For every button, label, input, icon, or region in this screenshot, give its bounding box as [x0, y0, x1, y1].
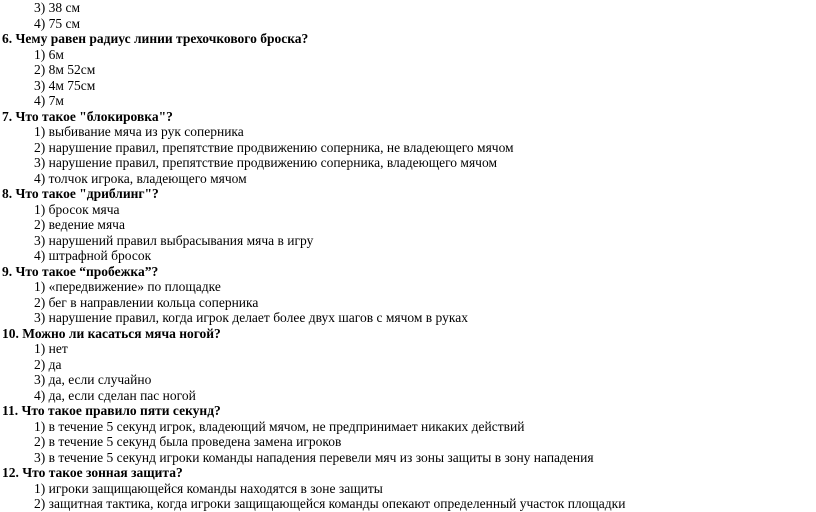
answer-option: 1) бросок мяча: [34, 201, 120, 217]
answer-option: 3) 4м 75см: [34, 77, 96, 93]
answer-option: 4) штрафной бросок: [34, 248, 152, 263]
answer-option: 4) да, если сделан пас ногой: [34, 387, 196, 403]
question-block: [0, 403, 816, 465]
answer-option: 2) в течение 5 секунд была проведена замена игроков: [34, 434, 342, 449]
answer-option: 3) да, если случайно: [34, 372, 152, 387]
question-title: 7. Что такое "блокировка"?: [2, 108, 173, 124]
answer-option: 4) 7м: [34, 93, 64, 108]
answer-option: 1) выбивание мяча из рук соперника: [34, 124, 244, 139]
answer-option: 4) 75 см: [34, 15, 81, 31]
question-title: 10. Можно ли касаться мяча ногой?: [2, 325, 221, 341]
question-block: [0, 31, 816, 109]
answer-option: 4) толчок игрока, владеющего мячом: [34, 170, 247, 186]
answer-option: 2) да: [34, 356, 62, 372]
answer-option: 2) бег в направлении кольца соперника: [34, 294, 259, 310]
answer-option: 1) нет: [34, 341, 68, 356]
answer-option: 2) защитная тактика, когда игроки защищающейся команды опекают определенный участок площадки: [34, 496, 626, 511]
question-block: [0, 465, 816, 512]
answer-option: 2) нарушение правил, препятствие продвижению соперника, не владеющего мячом: [34, 139, 514, 155]
answer-option: 1) «передвижение» по площадке: [34, 279, 221, 294]
question-title: 12. Что такое зонная защита?: [2, 465, 183, 480]
answer-option: 2) 8м 52см: [34, 62, 96, 77]
question-block: [0, 326, 816, 404]
question-block: [0, 264, 816, 326]
answer-option: 1) 6м: [34, 46, 64, 62]
question-title: 6. Чему равен радиус линии трехочкового броска?: [2, 31, 309, 46]
answer-option: 3) нарушение правил, когда игрок делает более двух шагов с мячом в руках: [34, 310, 468, 325]
answer-option: 3) нарушений правил выбрасывания мяча в игру: [34, 232, 314, 248]
answer-option: 3) 38 см: [34, 0, 81, 15]
question-block: [0, 186, 816, 264]
answer-option: 3) в течение 5 секунд игроки команды нападения перевели мяч из зоны защиты в зону нападения: [34, 449, 594, 465]
question-title: 8. Что такое "дриблинг"?: [2, 186, 159, 201]
question-block: [0, 109, 816, 187]
answer-option: 1) в течение 5 секунд игрок, владеющий мячом, не предпринимает никаких действий: [34, 418, 525, 434]
answer-option: 3) нарушение правил, препятствие продвижению соперника, владеющего мячом: [34, 155, 498, 170]
answer-option: 2) ведение мяча: [34, 217, 125, 232]
answer-option: 1) игроки защищающейся команды находятся в зоне защиты: [34, 480, 383, 496]
question-title: 11. Что такое правило пяти секунд?: [2, 403, 221, 418]
question-title: 9. Что такое “пробежка”?: [2, 263, 159, 279]
